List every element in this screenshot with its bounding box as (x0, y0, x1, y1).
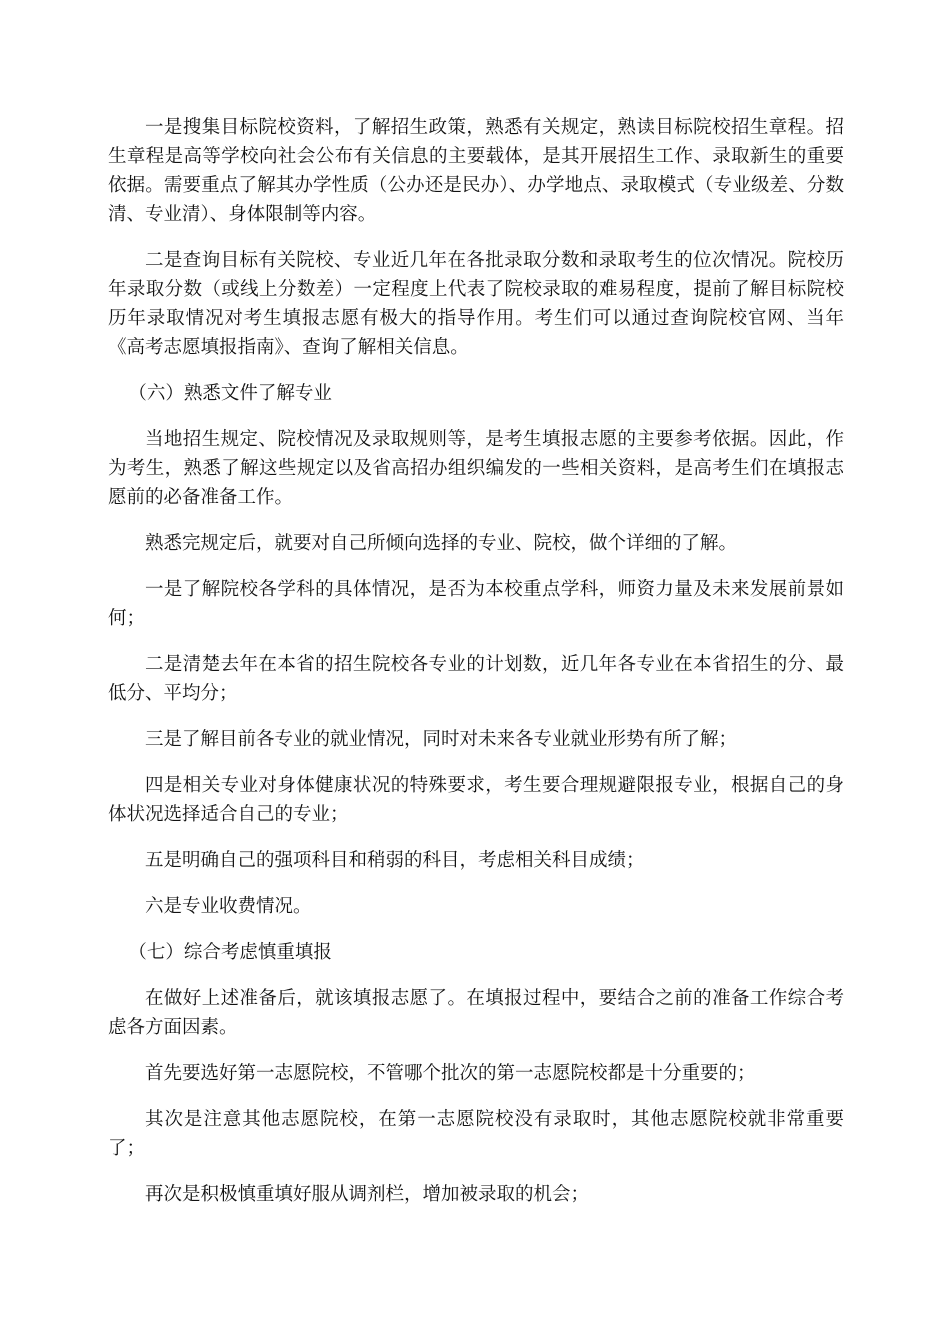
section-heading-6: （六）熟悉文件了解专业 (128, 383, 332, 404)
document-body (108, 113, 844, 1226)
paragraph-after-rules: 熟悉完规定后，就要对自己所倾向选择的专业、院校，做个详细的了解。 (145, 533, 738, 554)
paragraph-item-3: 三是了解目前各专业的就业情况，同时对未来各专业就业形势有所了解； (145, 729, 738, 750)
paragraph-adjustment: 再次是积极慎重填好服从调剂栏，增加被录取的机会； (145, 1184, 590, 1205)
paragraph-fill-in: 在做好上述准备后，就该填报志愿了。在填报过程中，要结合之前的准备工作综合考虑各方面因素。 (108, 988, 844, 1038)
paragraph-first-choice: 首先要选好第一志愿院校，不管哪个批次的第一志愿院校都是十分重要的； (145, 1063, 756, 1084)
paragraph-collect-school-info: 一是搜集目标院校资料，了解招生政策，熟悉有关规定，熟读目标院校招生章程。招生章程是高等学校向社会公布有关信息的主要载体，是其开展招生工作、录取新生的重要依据。需要重点了解其办学性质（公办还是民办）、办学地点、录取模式（专业级差、分数清、专业清）、身体限制等内容。 (108, 117, 844, 225)
section-heading-7: （七）综合考虑慎重填报 (128, 942, 332, 963)
paragraph-item-1: 一是了解院校各学科的具体情况，是否为本校重点学科，师资力量及未来发展前景如何； (108, 579, 844, 629)
paragraph-item-2: 二是清楚去年在本省的招生院校各专业的计划数，近几年各专业在本省招生的分、最低分、平均分； (108, 654, 844, 704)
paragraph-other-choices: 其次是注意其他志愿院校，在第一志愿院校没有录取时，其他志愿院校就非常重要了； (108, 1109, 844, 1159)
paragraph-item-6: 六是专业收费情况。 (145, 896, 312, 917)
paragraph-item-5: 五是明确自己的强项科目和稍弱的科目，考虑相关科目成绩； (145, 850, 645, 871)
paragraph-item-4: 四是相关专业对身体健康状况的特殊要求，考生要合理规避限报专业，根据自己的身体状况选择适合自己的专业； (108, 775, 844, 825)
paragraph-local-rules: 当地招生规定、院校情况及录取规则等，是考生填报志愿的主要参考依据。因此，作为考生，熟悉了解这些规定以及省高招办组织编发的一些相关资料，是高考生们在填报志愿前的必备准备工作。 (108, 429, 844, 508)
paragraph-query-admission-scores: 二是查询目标有关院校、专业近几年在各批录取分数和录取考生的位次情况。院校历年录取分数（或线上分数差）一定程度上代表了院校录取的难易程度，提前了解目标院校历年录取情况对考生填报志愿有极大的指导作用。考生们可以通过查询院校官网、当年《高考志愿填报指南》、查询了解相关信息。 (108, 250, 844, 358)
